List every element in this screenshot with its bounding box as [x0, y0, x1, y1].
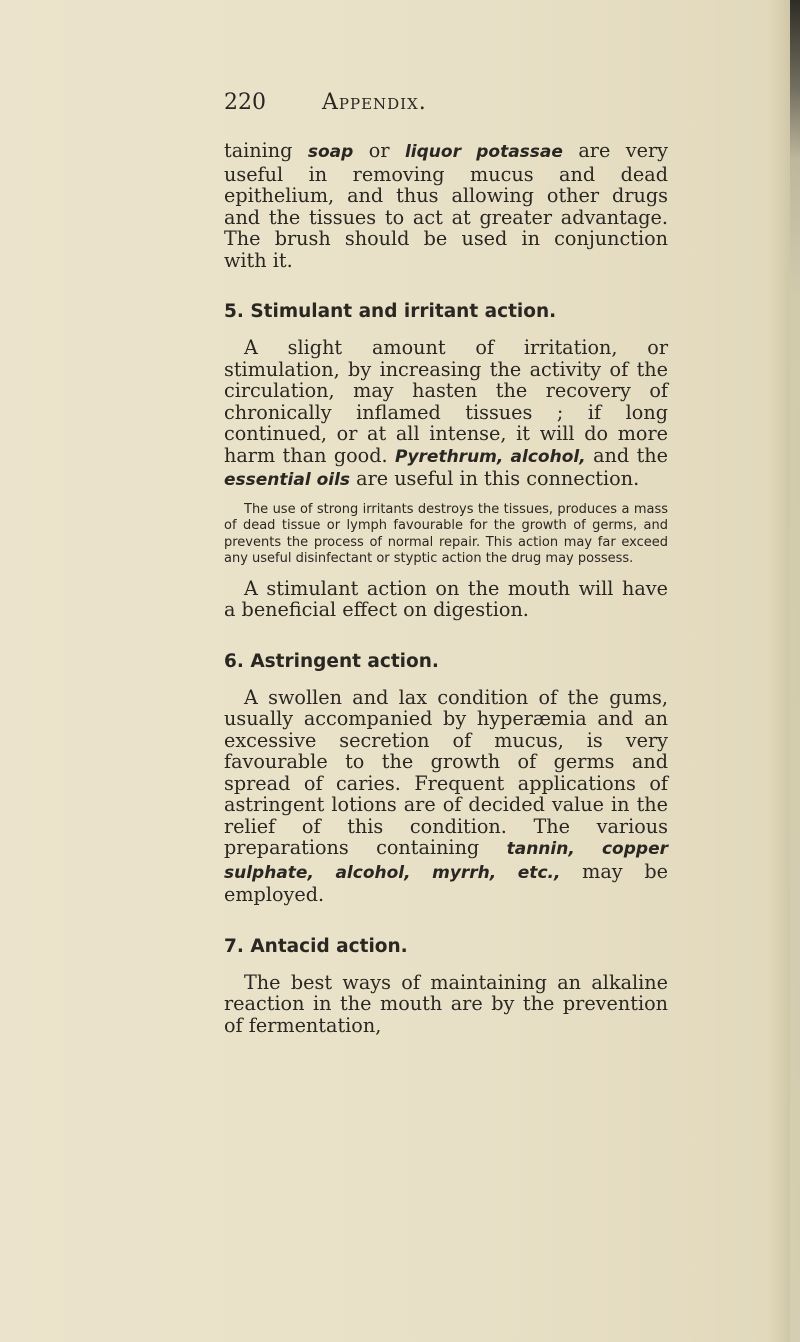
section-6-heading: 6. Astringent action.	[224, 650, 439, 672]
text-run: A slight amount of irritation, or stimulation, by increasing the activity of the circulation, may hasten the recovery of chronically inflamed tissues ; if long continued, or at all intense, it will do more harm than good.	[224, 336, 668, 467]
page-body	[224, 140, 668, 1036]
emphasis-soap: soap	[307, 142, 354, 162]
text-run: or	[353, 139, 405, 162]
text-run: and the	[585, 443, 668, 467]
text-run: are very useful in removing mucus and dead epithelium, and thus allowing other drugs and the tissues to act at greater advantage. The brush should be used in conjunction with it.	[224, 139, 668, 272]
text-run: are useful in this connection.	[350, 467, 640, 490]
text-run: taining	[224, 139, 308, 162]
running-head: Appendix.	[322, 90, 427, 115]
section-7-paragraph: The best ways of maintaining an alkaline reaction in the mouth are by the prevention of fermentation,	[224, 970, 668, 1037]
emphasis-astringent-list: tannin, copper sulphate, alcohol, myrrh, etc.,	[224, 839, 668, 883]
page-header	[224, 90, 684, 120]
emphasis-pyrethrum-alcohol: Pyrethrum, alcohol,	[395, 446, 586, 467]
emphasis-essential-oils: essential oils	[224, 470, 351, 490]
page-number: 220	[224, 90, 266, 115]
section-5-note: The use of strong irritants destroys the tissues, produces a mass of dead tissue or lymph favourable for the growth of germs, and prevents the process of normal repair. This action may far exceed any useful disinfectant or styptic action the drug may possess.	[224, 501, 668, 566]
continuation-paragraph	[224, 140, 668, 271]
page-edge-shadow	[790, 0, 800, 1342]
section-5-paragraph-2: A stimulant action on the mouth will have a beneficial effect on digestion.	[224, 576, 668, 621]
emphasis-liquor-potassae: liquor potassae	[404, 142, 563, 162]
section-7-heading: 7. Antacid action.	[224, 935, 408, 957]
section-5-heading: 5. Stimulant and irritant action.	[224, 301, 557, 322]
section-5-paragraph	[224, 337, 668, 492]
text-run: A swollen and lax condition of the gums, usually accompanied by hyperæmia and an excessive secretion of mucus, is very favourable to the growth of germs and spread of caries. Frequent applications of astringent lotions are of decided value in the relief of this condition. The various preparations containing	[224, 685, 668, 859]
text-run: may be employed.	[224, 859, 668, 906]
section-6-paragraph	[224, 687, 668, 906]
